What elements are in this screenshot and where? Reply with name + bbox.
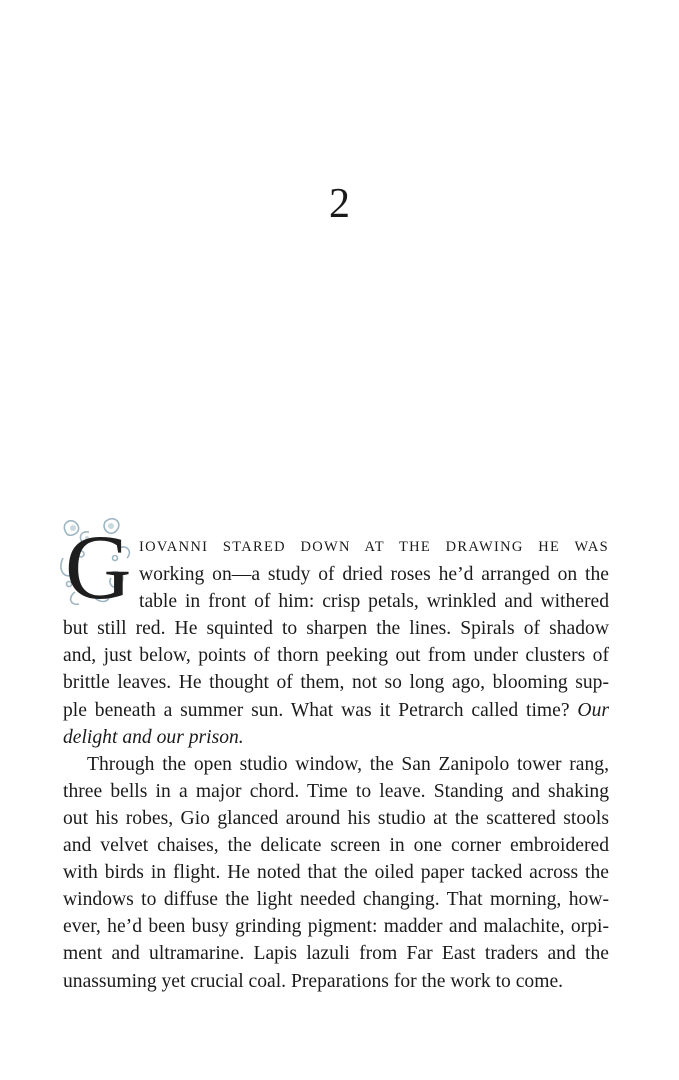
text-line: table in front of him: crisp petals, wrinkled and withered — [139, 591, 609, 613]
chapter-number: 2 — [329, 181, 350, 227]
drop-cap — [63, 516, 137, 618]
opening-lead-line — [63, 532, 609, 561]
lead-small-caps: IOVANNI STARED DOWN AT THE DRAWING HE WAS — [139, 539, 609, 555]
text-line: three bells in a major chord. Time to leave. Standing and shaking — [63, 780, 609, 802]
opening-paragraph — [63, 516, 609, 751]
text-line: working on—a study of dried roses he’d arranged on the — [139, 564, 609, 586]
drop-cap-letter: G — [65, 516, 132, 618]
second-paragraph — [63, 751, 609, 995]
text-line-with-italic — [63, 697, 609, 724]
text-line: ever, he’d been busy grinding pigment: madder and malachite, orpi- — [63, 916, 609, 938]
text-line: brittle leaves. He thought of them, not so long ago, blooming sup- — [63, 672, 609, 694]
text-line: with birds in flight. He noted that the oiled paper tacked across the — [63, 862, 609, 884]
text-line: Through the open studio window, the San Zanipolo tower rang, — [87, 753, 609, 775]
text-line: and velvet chaises, the delicate screen in one corner embroidered — [63, 835, 609, 857]
chapter-body — [63, 516, 609, 995]
text-line: but still red. He squinted to sharpen the lines. Spirals of shadow — [63, 618, 609, 640]
text-line: windows to diffuse the light needed changing. That morning, how- — [63, 889, 609, 911]
text-segment: ple beneath a summer sun. What was it Petrarch called time? — [63, 699, 570, 721]
italic-quote-end: delight and our prison. — [63, 726, 244, 748]
text-line: and, just below, points of thorn peeking out from under clusters of — [63, 645, 609, 667]
text-line: unassuming yet crucial coal. Preparations for the work to come. — [63, 970, 564, 992]
text-line: ment and ultramarine. Lapis lazuli from Far East traders and the — [63, 943, 609, 965]
italic-quote-line — [63, 724, 609, 751]
text-line: out his robes, Gio glanced around his studio at the scattered stools — [63, 807, 609, 829]
italic-quote-start: Our — [577, 699, 609, 721]
